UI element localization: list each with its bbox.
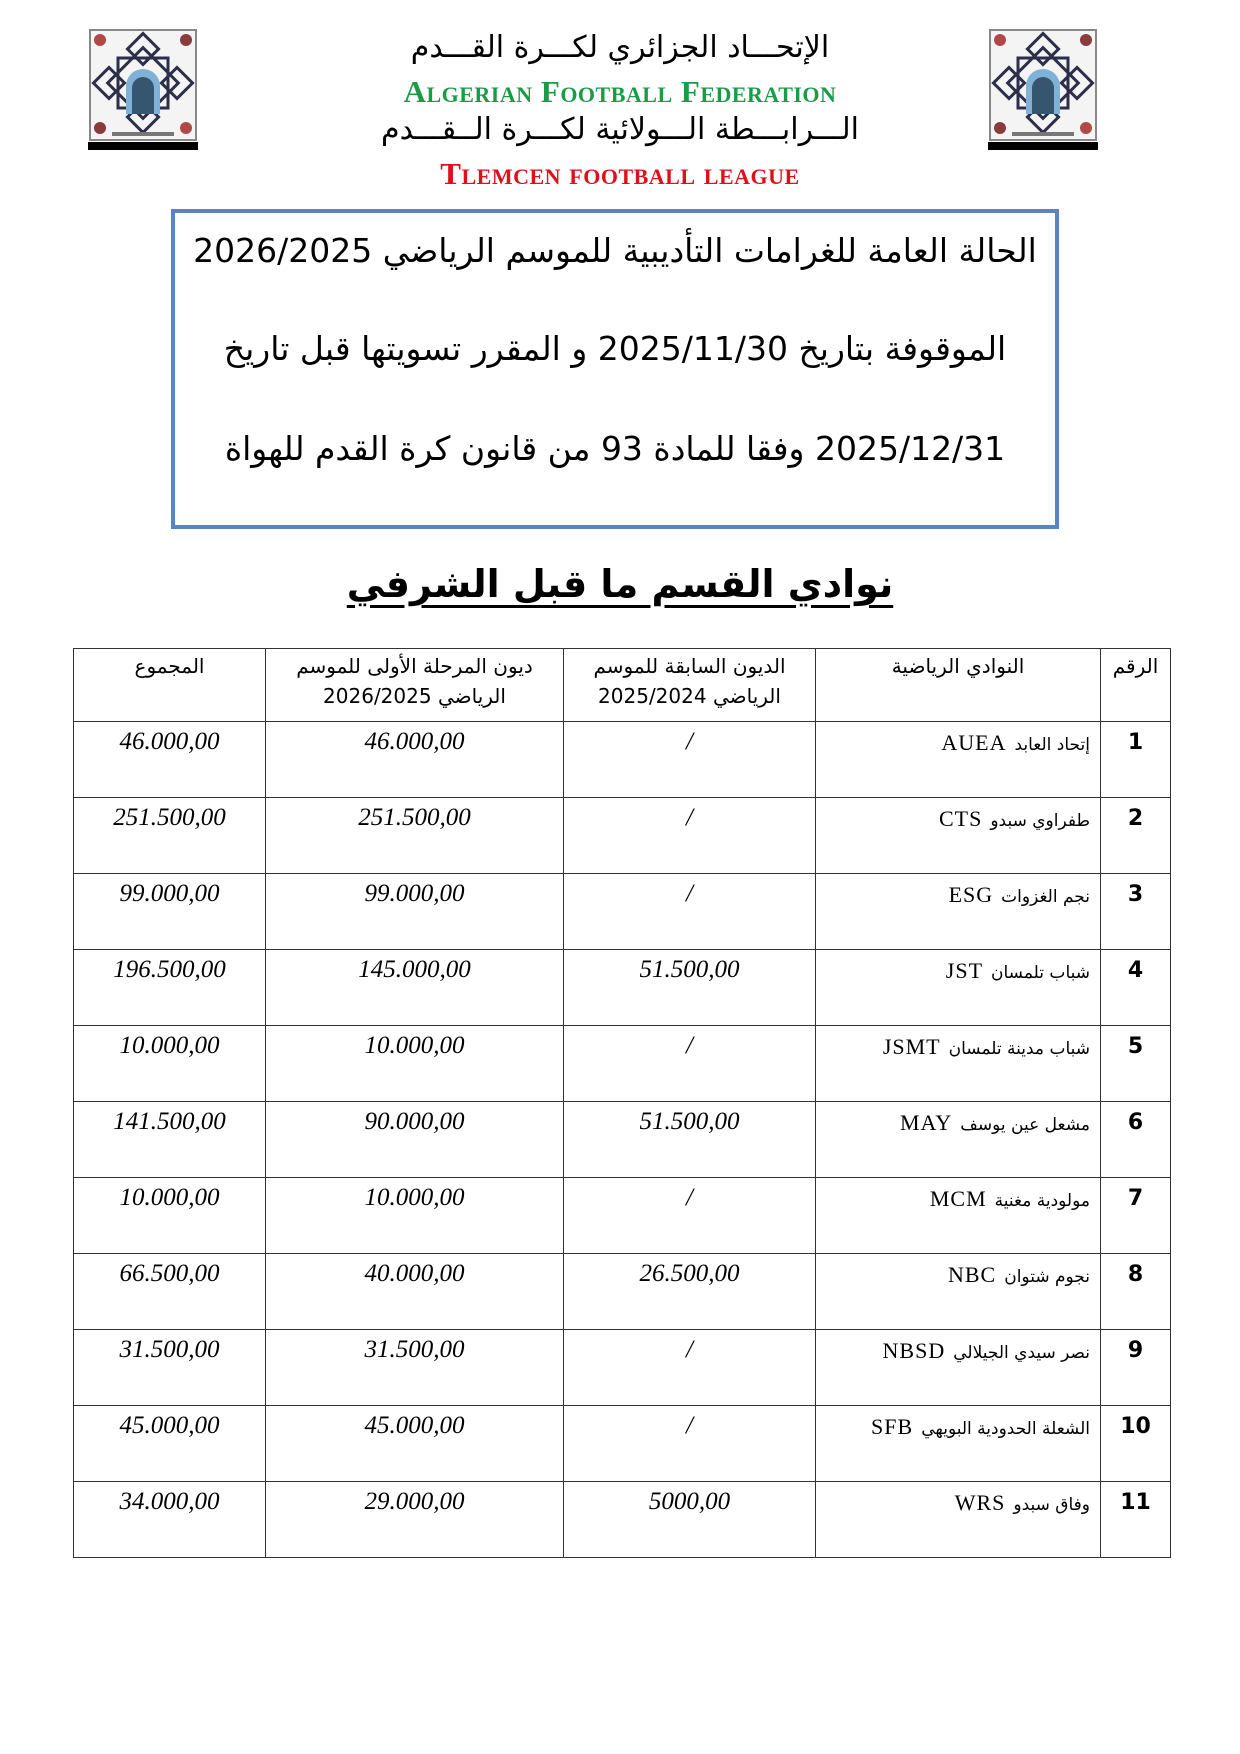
notice-line-2: الموقوفة بتاريخ 2025/11/30 و المقرر تسويتها قبل تاريخ — [223, 329, 1007, 368]
table-row — [74, 950, 1171, 1026]
club-name-arabic: مولودية مغنية — [994, 1191, 1090, 1211]
club-name-arabic: مشعل عين يوسف — [960, 1115, 1090, 1135]
previous-debt-cell: 5000,00 — [564, 1482, 816, 1558]
club-name-arabic: شباب تلمسان — [991, 963, 1090, 983]
first-phase-debt-cell: 10.000,00 — [266, 1026, 564, 1102]
total-cell: 251.500,00 — [74, 798, 266, 874]
header-number: الرقم — [1101, 649, 1171, 722]
previous-debt-cell: / — [564, 874, 816, 950]
previous-debt-cell: / — [564, 1178, 816, 1254]
club-cell — [816, 950, 1101, 1026]
club-cell — [816, 1406, 1101, 1482]
club-name-arabic: شباب مدينة تلمسان — [948, 1039, 1090, 1059]
previous-debt-cell: 26.500,00 — [564, 1254, 816, 1330]
club-cell — [816, 1254, 1101, 1330]
club-code: MAY — [899, 1110, 953, 1135]
club-code: MCM — [929, 1186, 987, 1211]
row-number: 8 — [1101, 1254, 1171, 1330]
club-cell — [816, 1102, 1101, 1178]
first-phase-debt-cell: 145.000,00 — [266, 950, 564, 1026]
club-name-arabic: نصر سيدي الجيلالي — [953, 1343, 1090, 1363]
previous-debt-cell: 51.500,00 — [564, 1102, 816, 1178]
club-cell — [816, 722, 1101, 798]
table-row — [74, 1482, 1171, 1558]
row-number: 9 — [1101, 1330, 1171, 1406]
section-title: نوادي القسم ما قبل الشرفي — [346, 562, 894, 606]
row-number: 11 — [1101, 1482, 1171, 1558]
table-row — [74, 798, 1171, 874]
table-row — [74, 1102, 1171, 1178]
club-code: JST — [945, 958, 984, 983]
table-header-row — [74, 649, 1171, 722]
row-number: 3 — [1101, 874, 1171, 950]
previous-debt-cell: / — [564, 798, 816, 874]
club-name-arabic: الشعلة الحدودية البويهي — [921, 1419, 1090, 1439]
league-logo-left — [88, 28, 198, 152]
club-code: WRS — [954, 1490, 1006, 1515]
club-name-arabic: طفراوي سبدو — [990, 811, 1090, 831]
federation-name-arabic: الإتحـــاد الجزائري لكـــرة القـــدم — [410, 30, 830, 65]
first-phase-debt-cell: 90.000,00 — [266, 1102, 564, 1178]
row-number: 1 — [1101, 722, 1171, 798]
row-number: 2 — [1101, 798, 1171, 874]
table-row — [74, 1330, 1171, 1406]
first-phase-debt-cell: 46.000,00 — [266, 722, 564, 798]
first-phase-debt-cell: 99.000,00 — [266, 874, 564, 950]
club-name-arabic: وفاق سبدو — [1013, 1495, 1090, 1515]
previous-debt-cell: / — [564, 1330, 816, 1406]
total-cell: 45.000,00 — [74, 1406, 266, 1482]
club-cell — [816, 1026, 1101, 1102]
total-cell: 141.500,00 — [74, 1102, 266, 1178]
first-phase-debt-cell: 31.500,00 — [266, 1330, 564, 1406]
total-cell: 46.000,00 — [74, 722, 266, 798]
league-emblem-icon — [988, 28, 1098, 152]
club-cell — [816, 1178, 1101, 1254]
federation-name-english: Algerian Football Federation — [403, 74, 837, 109]
total-cell: 196.500,00 — [74, 950, 266, 1026]
header-previous-debts: الديون السابقة للموسم الرياضي 2025/2024 — [564, 649, 816, 722]
header-total: المجموع — [74, 649, 266, 722]
club-code: SFB — [871, 1414, 914, 1439]
club-cell — [816, 874, 1101, 950]
row-number: 6 — [1101, 1102, 1171, 1178]
club-code: AUEA — [941, 730, 1007, 755]
club-code: CTS — [938, 806, 983, 831]
total-cell: 10.000,00 — [74, 1026, 266, 1102]
club-name-arabic: نجم الغزوات — [1001, 887, 1090, 907]
league-emblem-icon — [88, 28, 198, 152]
table-row — [74, 1026, 1171, 1102]
fines-table — [73, 648, 1171, 1558]
total-cell: 10.000,00 — [74, 1178, 266, 1254]
previous-debt-cell: / — [564, 722, 816, 798]
notice-line-3: 2025/12/31 وفقا للمادة 93 من قانون كرة القدم للهواة — [224, 429, 1006, 468]
first-phase-debt-cell: 40.000,00 — [266, 1254, 564, 1330]
table-row — [74, 722, 1171, 798]
club-name-arabic: إتحاد العابد — [1014, 735, 1090, 755]
club-code: JSMT — [882, 1034, 941, 1059]
notice-box — [171, 209, 1059, 529]
row-number: 4 — [1101, 950, 1171, 1026]
club-code: NBSD — [882, 1338, 946, 1363]
header-first-phase-debts: ديون المرحلة الأولى للموسم الرياضي 2026/2025 — [266, 649, 564, 722]
table-row — [74, 1406, 1171, 1482]
first-phase-debt-cell: 29.000,00 — [266, 1482, 564, 1558]
previous-debt-cell: 51.500,00 — [564, 950, 816, 1026]
first-phase-debt-cell: 10.000,00 — [266, 1178, 564, 1254]
league-name-arabic: الـــرابـــطة الـــولائية لكـــرة الــقـــدم — [381, 112, 859, 147]
table-row — [74, 1178, 1171, 1254]
league-name-english: Tlemcen football league — [440, 156, 800, 191]
row-number: 7 — [1101, 1178, 1171, 1254]
club-code: NBC — [947, 1262, 997, 1287]
club-cell — [816, 798, 1101, 874]
table-row — [74, 874, 1171, 950]
first-phase-debt-cell: 45.000,00 — [266, 1406, 564, 1482]
league-logo-right — [988, 28, 1098, 152]
total-cell: 34.000,00 — [74, 1482, 266, 1558]
club-code: ESG — [948, 882, 994, 907]
club-name-arabic: نجوم شتوان — [1004, 1267, 1090, 1287]
row-number: 10 — [1101, 1406, 1171, 1482]
club-cell — [816, 1482, 1101, 1558]
previous-debt-cell: / — [564, 1406, 816, 1482]
total-cell: 66.500,00 — [74, 1254, 266, 1330]
total-cell: 31.500,00 — [74, 1330, 266, 1406]
notice-line-1: الحالة العامة للغرامات التأديبية للموسم الرياضي 2026/2025 — [193, 231, 1037, 270]
first-phase-debt-cell: 251.500,00 — [266, 798, 564, 874]
previous-debt-cell: / — [564, 1026, 816, 1102]
row-number: 5 — [1101, 1026, 1171, 1102]
table-row — [74, 1254, 1171, 1330]
header-club: النوادي الرياضية — [816, 649, 1101, 722]
club-cell — [816, 1330, 1101, 1406]
total-cell: 99.000,00 — [74, 874, 266, 950]
